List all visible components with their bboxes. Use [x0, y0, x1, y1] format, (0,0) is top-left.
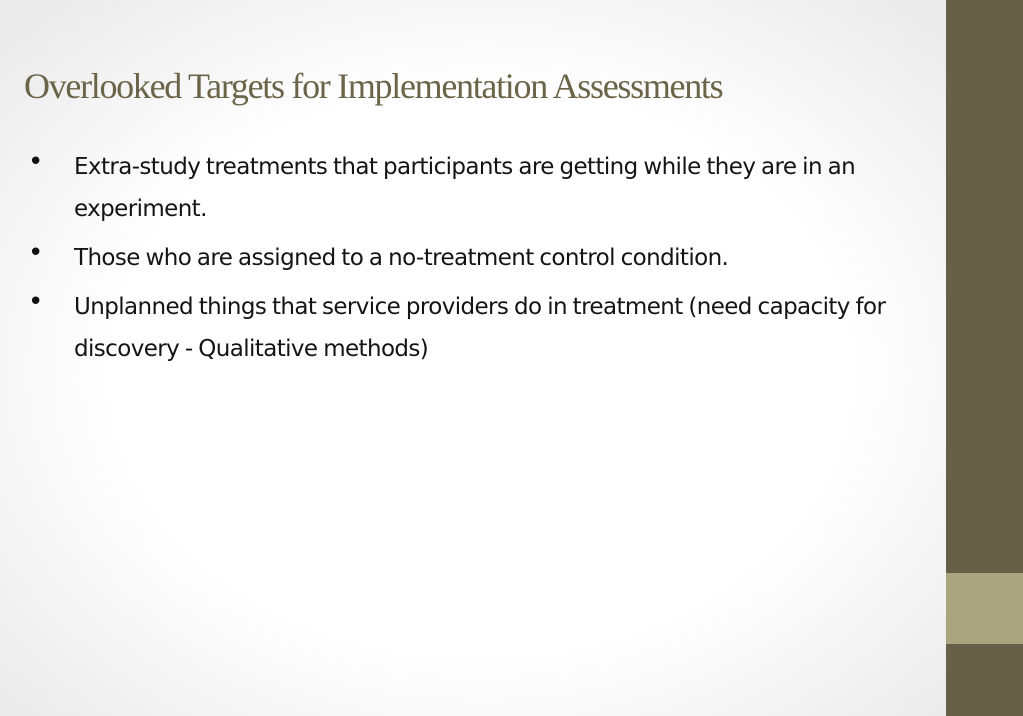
bullet-text: Extra-study treatments that participants are getting while they are in an experiment.: [74, 154, 856, 222]
bullet-item: [28, 237, 928, 279]
bullet-list: [28, 146, 928, 377]
bullet-item: [28, 286, 928, 370]
bullet-text: Unplanned things that service providers do in treatment (need capacity for discovery - Qualitative methods): [74, 294, 886, 362]
bullet-marker: •: [28, 147, 44, 177]
bullet-item: [28, 146, 928, 230]
slide-title: Overlooked Targets for Implementation Assessments: [24, 66, 723, 106]
bullet-marker: •: [28, 238, 44, 268]
sidebar-dark-block: [946, 0, 1023, 573]
sidebar-accent-block: [946, 573, 1023, 644]
bullet-marker: •: [28, 287, 44, 317]
bullet-text: Those who are assigned to a no-treatment control condition.: [74, 245, 729, 271]
decorative-sidebar: [946, 0, 1023, 716]
sidebar-dark-block-bottom: [946, 644, 1023, 716]
